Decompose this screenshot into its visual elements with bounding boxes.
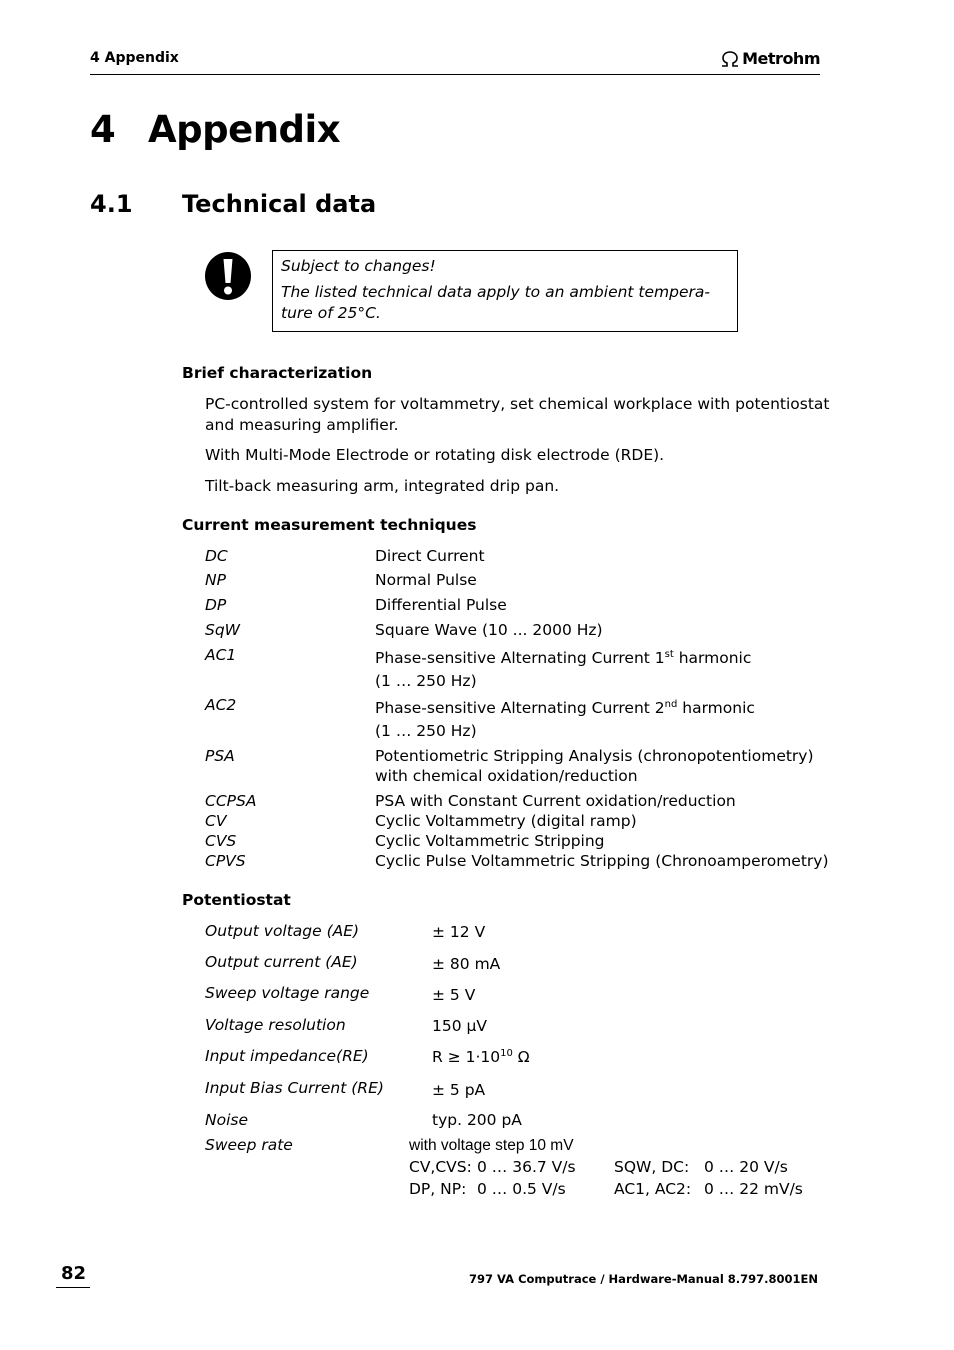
technique-def: PSA with Constant Current oxidation/reduction	[375, 792, 736, 810]
technique-def-cont: (1 … 250 Hz)	[375, 672, 477, 690]
sweep-rate-step: with voltage step 10 mV	[409, 1137, 574, 1154]
spec-value: ± 80 mA	[432, 955, 501, 973]
spec-label: Output voltage (AE)	[205, 922, 360, 940]
running-header: 4 Appendix	[90, 50, 179, 66]
techniques-heading: Current measurement techniques	[182, 516, 477, 534]
brief-p3: Tilt-back measuring arm, integrated drip pan.	[205, 477, 560, 495]
technique-def: Direct Current	[375, 547, 485, 565]
sweep-rate-label: AC1, AC2:	[614, 1180, 692, 1198]
header-rule	[90, 74, 820, 75]
technique-def-cont: (1 … 250 Hz)	[375, 722, 477, 740]
sweep-rate-value: 0 … 20 V/s	[704, 1158, 788, 1176]
sweep-rate-value: 0 … 36.7 V/s	[477, 1158, 576, 1176]
spec-label: Noise	[205, 1111, 248, 1129]
brief-p2: With Multi-Mode Electrode or rotating disk electrode (RDE).	[205, 446, 665, 464]
sweep-rate-label: CV,CVS:	[409, 1158, 472, 1176]
technique-term: AC2	[205, 696, 237, 714]
sweep-rate-value: 0 … 22 mV/s	[704, 1180, 803, 1198]
section-number: 4.1	[90, 190, 133, 218]
potentiostat-heading: Potentiostat	[182, 891, 291, 909]
spec-value: 150 µV	[432, 1017, 487, 1035]
technique-def: Phase-sensitive Alternating Current 1st harmonic	[375, 649, 752, 667]
page-number: 82	[61, 1263, 87, 1284]
section-name: Technical data	[182, 190, 377, 218]
technique-def: Square Wave (10 ... 2000 Hz)	[375, 621, 603, 639]
technique-def: Phase-sensitive Alternating Current 2nd harmonic	[375, 699, 755, 717]
technique-term: SqW	[205, 621, 241, 639]
technique-def: Cyclic Voltammetric Stripping	[375, 832, 605, 850]
omega-logo-icon	[720, 51, 740, 67]
note-line-2: The listed technical data apply to an ambient tempera-	[281, 283, 710, 301]
chapter-title	[90, 108, 340, 151]
exclamation-icon	[204, 251, 252, 301]
technique-term: DC	[205, 547, 228, 565]
spec-label: Output current (AE)	[205, 953, 358, 971]
spec-label: Input Bias Current (RE)	[205, 1079, 384, 1097]
sweep-rate-label: DP, NP:	[409, 1180, 467, 1198]
spec-label: Voltage resolution	[205, 1016, 346, 1034]
technique-term: CV	[205, 812, 227, 830]
spec-value: ± 12 V	[432, 923, 486, 941]
technique-term: CVS	[205, 832, 237, 850]
technique-def: Cyclic Pulse Voltammetric Stripping (Chronoamperometry)	[375, 852, 829, 870]
technique-def-cont: with chemical oxidation/reduction	[375, 767, 638, 785]
chapter-number: 4	[90, 108, 116, 151]
spec-value: typ. 200 pA	[432, 1111, 522, 1129]
technique-def: Potentiometric Stripping Analysis (chronopotentiometry)	[375, 747, 814, 765]
spec-value: ± 5 V	[432, 986, 476, 1004]
brand-logo	[720, 49, 820, 68]
brief-heading: Brief characterization	[182, 364, 373, 382]
brand-name: Metrohm	[742, 49, 820, 68]
technique-term: AC1	[205, 646, 237, 664]
technique-def: Cyclic Voltammetry (digital ramp)	[375, 812, 637, 830]
brief-p1a: PC-controlled system for voltammetry, set chemical workplace with potentiostat	[205, 395, 830, 413]
technique-term: PSA	[205, 747, 235, 765]
note-box	[272, 250, 738, 332]
technique-def: Normal Pulse	[375, 571, 477, 589]
spec-value: $R \ge 1\cdot 10^{10}$ Ω	[432, 1048, 530, 1066]
technique-def: Differential Pulse	[375, 596, 507, 614]
technique-term: NP	[205, 571, 226, 589]
chapter-name: Appendix	[148, 108, 341, 151]
sweep-rate-label: SQW, DC:	[614, 1158, 690, 1176]
section-title	[90, 190, 376, 218]
spec-label: Input impedance(RE)	[205, 1047, 369, 1065]
spec-label: Sweep rate	[205, 1136, 293, 1154]
spec-value: ± 5 pA	[432, 1081, 486, 1099]
technique-term: DP	[205, 596, 227, 614]
technique-term: CPVS	[205, 852, 246, 870]
note-line-1: Subject to changes!	[281, 257, 436, 275]
technique-term: CCPSA	[205, 792, 257, 810]
note-line-3: ture of 25°C.	[281, 304, 381, 322]
document-id: 797 VA Computrace / Hardware-Manual 8.797.8001EN	[469, 1272, 818, 1286]
sweep-rate-value: 0 … 0.5 V/s	[477, 1180, 566, 1198]
brief-p1b: and measuring amplifier.	[205, 416, 399, 434]
spec-label: Sweep voltage range	[205, 984, 370, 1002]
